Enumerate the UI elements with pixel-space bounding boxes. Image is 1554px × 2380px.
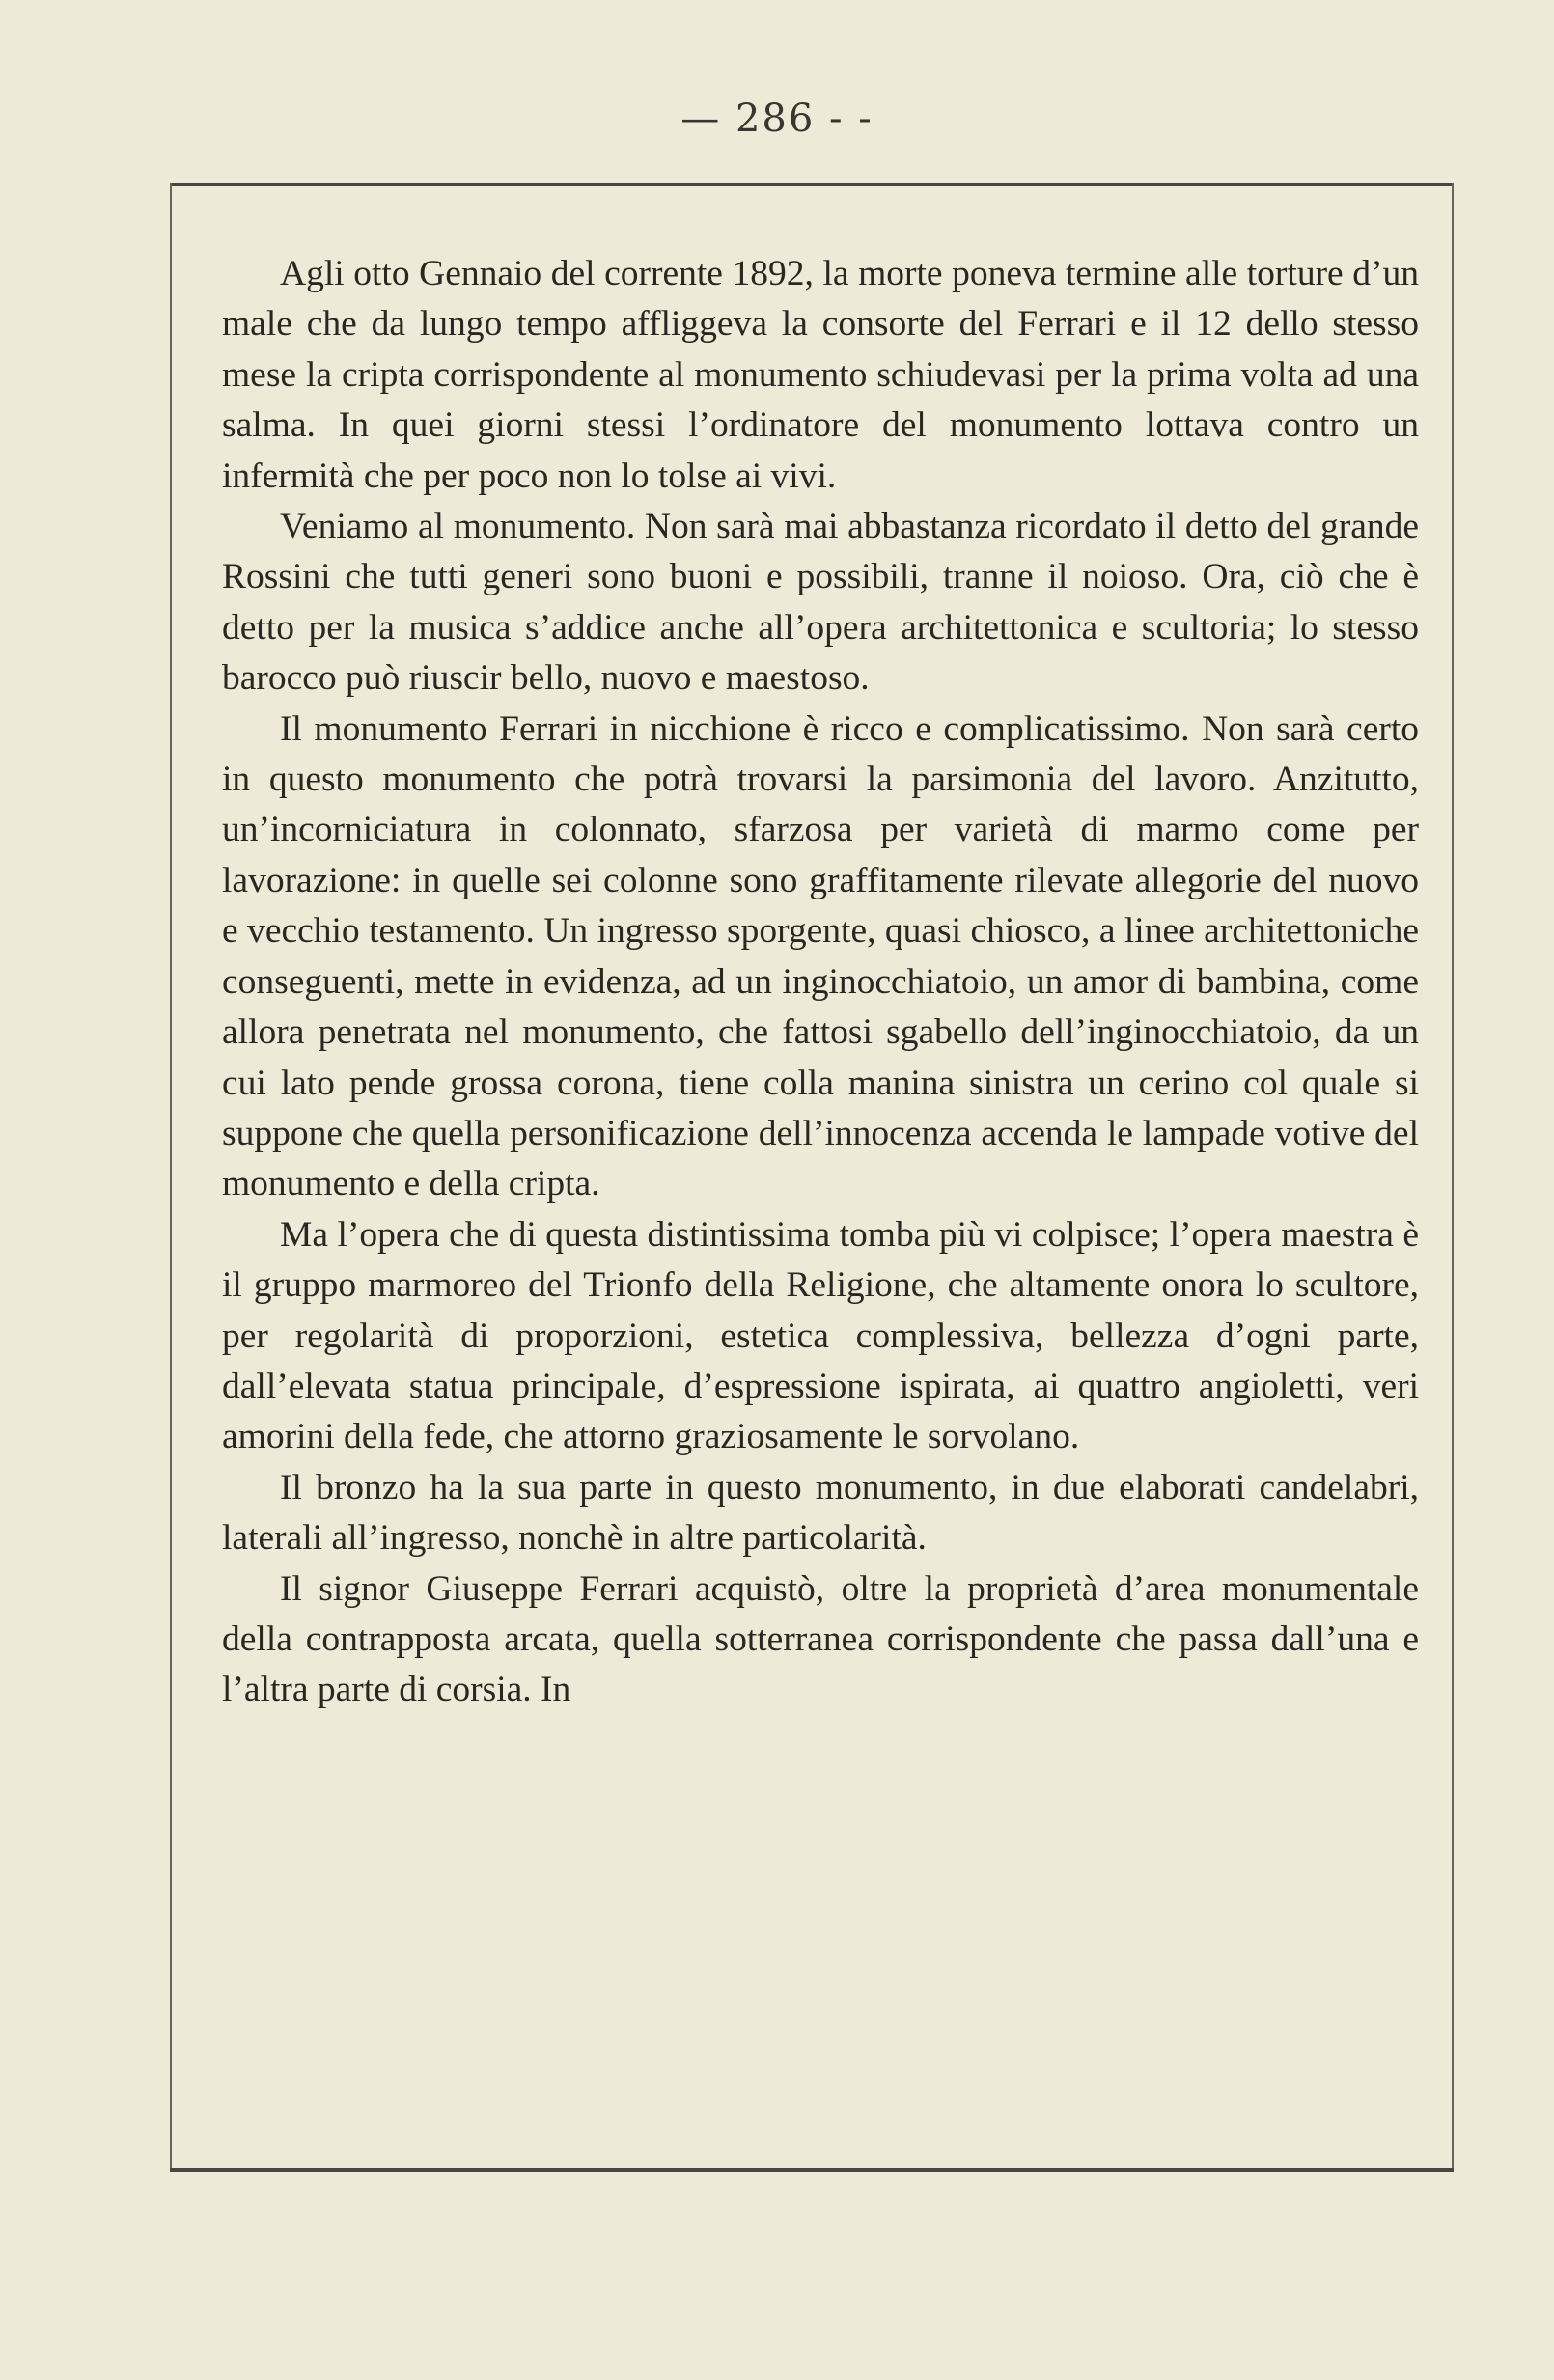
paragraph: Veniamo al monumento. Non sarà mai abbastanza ricordato il detto del grande Rossini che tutti generi sono buoni e possibili, tranne il noioso. Ora, ciò che è detto per la musica s’addice anche all’opera architettonica e scultoria; lo stesso barocco può riuscir bello, nuovo e maestoso. [222, 507, 1419, 699]
paragraph: Ma l’opera che di questa distintissima tomba più vi colpisce; l’opera maestra è il gruppo marmoreo del Trionfo della Religione, che altamente onora lo scultore, per regolarità di proporzioni, estetica complessiva, bellezza d’ogni parte, dall’elevata statua principale, d’espressione ispirata, ai quattro angioletti, veri amorini della fede, che attorno graziosamente le sorvolano. [222, 1214, 1419, 1457]
body-text [222, 249, 1419, 1716]
paragraph: Il bronzo ha la sua parte in questo monumento, in due elaborati candelabri, laterali all’ingresso, nonchè in altre particolarità. [222, 1467, 1419, 1559]
right-rule [1452, 183, 1454, 2172]
bottom-rule [170, 2168, 1454, 2172]
paragraph: Agli otto Gennaio del corrente 1892, la morte poneva termine alle torture d’un male che da lungo tempo affliggeva la consorte del Ferrari e il 12 dello stesso mese la cripta corrispondente al monumento schiudevasi per la prima volta ad una salma. In quei giorni stessi l’ordinatore del monumento lottava contro un infermità che per poco non lo tolse ai vivi. [222, 254, 1419, 496]
left-rule [170, 183, 172, 2172]
paragraph: Il signor Giuseppe Ferrari acquistò, oltre la proprietà d’area monumentale della contrapposta arcata, quella sotterranea corrispondente che passa dall’una e l’altra parte di corsia. In [222, 1568, 1419, 1710]
paragraph: Il monumento Ferrari in nicchione è ricco e complicatissimo. Non sarà certo in questo monumento che potrà trovarsi la parsimonia del lavoro. Anzitutto, un’incorniciatura in colonnato, sfarzosa per varietà di marmo come per lavorazione: in quelle sei colonne sono graffitamente rilevate allegorie del nuovo e vecchio testamento. Un ingresso sporgente, quasi chiosco, a linee architettoniche conseguenti, mette in evidenza, ad un inginocchiatoio, un amor di bambina, come allora penetrata nel monumento, che fattosi sgabello dell’inginocchiatoio, da un cui lato pende grossa corona, tiene colla manina sinistra un cerino col quale si suppone che quella personificazione dell’innocenza accenda le lampade votive del monumento e della cripta. [222, 708, 1419, 1204]
page-number-header: — 286 - - [680, 97, 874, 141]
top-rule [170, 183, 1454, 186]
